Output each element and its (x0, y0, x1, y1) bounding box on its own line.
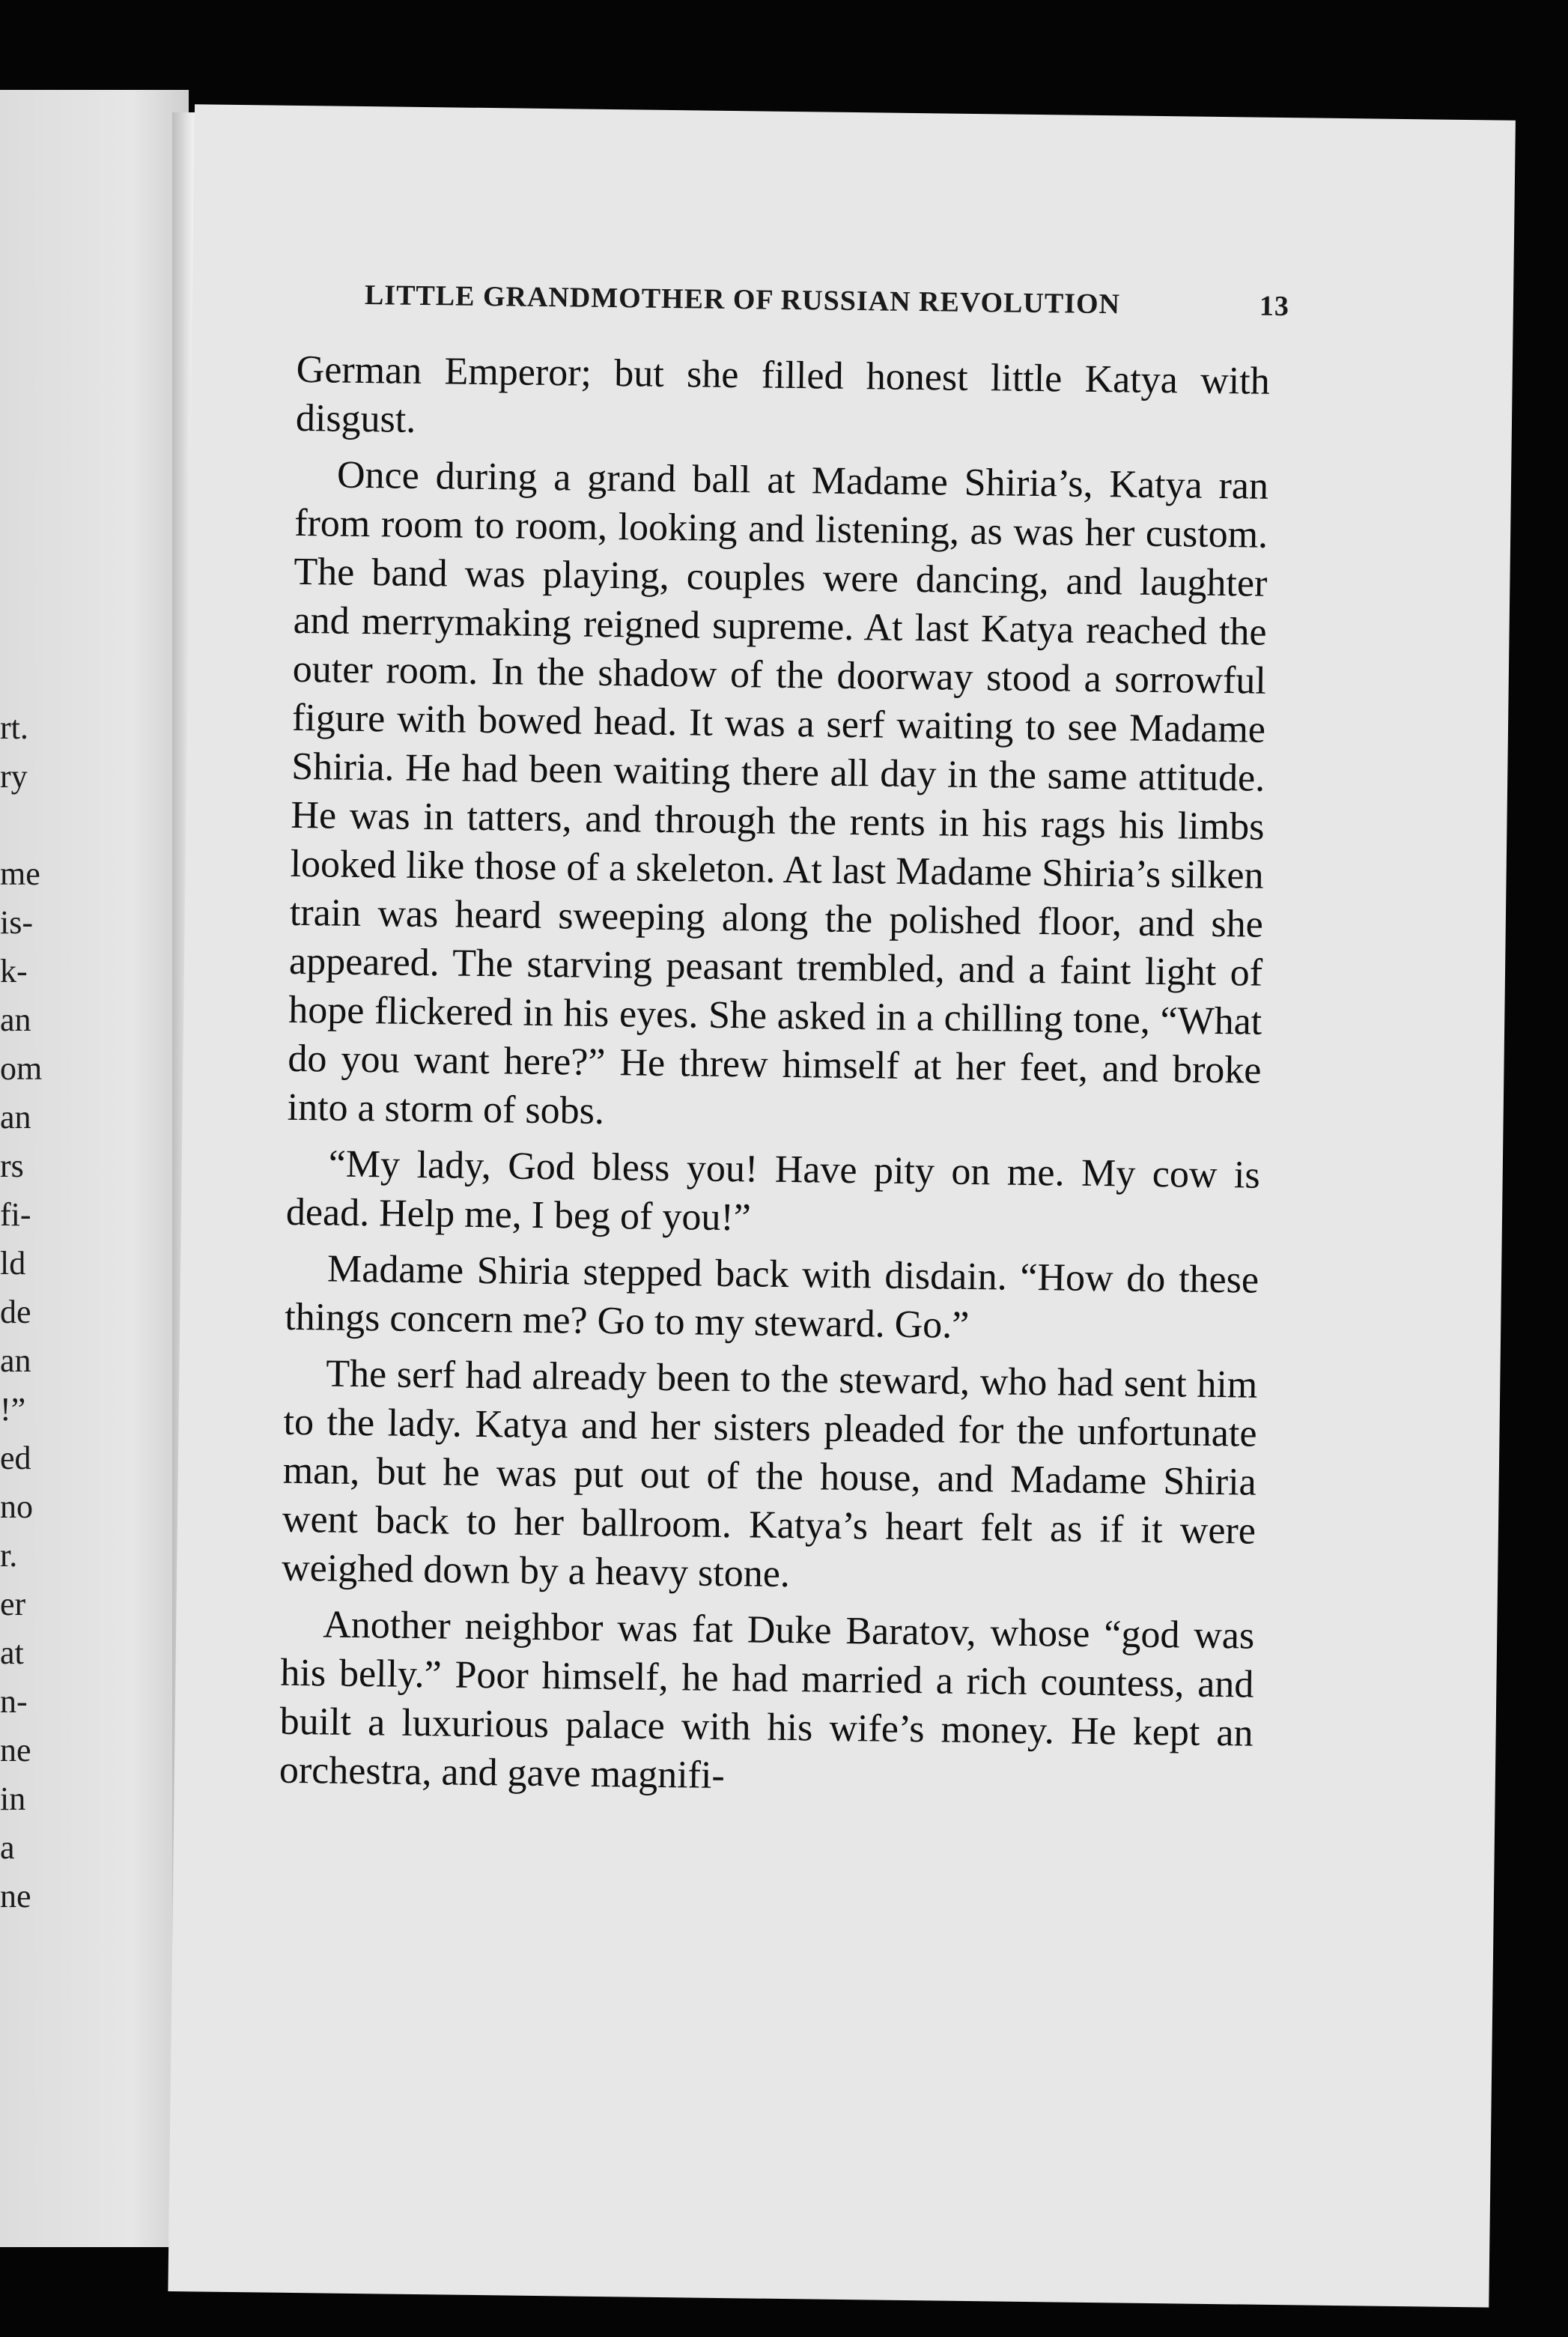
left-page-fragment: ed (0, 1440, 31, 1476)
left-page-fragment: r. (0, 1537, 18, 1574)
left-page-fragment: no (0, 1488, 33, 1525)
left-page-fragment: k- (0, 953, 28, 989)
running-head (365, 279, 1289, 323)
left-page-fragment: an (0, 1001, 31, 1038)
left-page-fragment: a (0, 1829, 15, 1866)
body-text (279, 345, 1270, 1814)
left-page-fragment: at (0, 1634, 24, 1671)
left-page-fragment: ne (0, 1732, 31, 1768)
page-number: 13 (1259, 290, 1290, 323)
left-page-fragment: rt. (0, 709, 28, 746)
paragraph: Madame Shiria stepped back with disdain. “How do these things concern me? Go to my steward. Go.” (284, 1247, 1259, 1347)
left-page-fragment: is- (0, 904, 33, 941)
left-page-fragment: ld (0, 1245, 26, 1282)
left-page-fragment: ne (0, 1878, 31, 1915)
left-page (0, 90, 189, 2247)
left-page-fragment: an (0, 1099, 31, 1136)
right-page (168, 104, 1516, 2307)
left-page-fragment: om (0, 1050, 43, 1087)
left-page-fragment: fi- (0, 1196, 31, 1233)
left-page-fragment: me (0, 855, 40, 892)
left-page-fragment: rs (0, 1148, 24, 1184)
running-head-title: LITTLE GRANDMOTHER OF RUSSIAN REVOLUTION (364, 279, 1121, 321)
paragraph: “My lady, God bless you! Have pity on me. My cow is dead. Help me, I beg of you!” (285, 1142, 1261, 1240)
left-page-fragment: n- (0, 1683, 28, 1720)
left-page-fragment: er (0, 1586, 26, 1622)
paragraph: Once during a grand ball at Madame Shiria’s, Katya ran from room to room, looking and listening, as was her custom. The band was playing, couples were dancing, and laughter and merrymaking reigned supreme. At last Katya reached the outer room. In the shadow of the doorway stood a sorrowful figure with bowed head. It was a serf waiting to see Madame Shiria. He had been waiting there all day in the same attitude. He was in tatters, and through the rents in his rags his limbs looked like those of a skeleton. At last Madame Shiria’s silken train was heard sweeping along the polished floor, and she appeared. The starving peasant trembled, and a faint light of hope flickered in his eyes. She asked in a chilling tone, “What do you want here?” He threw himself at her feet, and broke into a storm of sobs. (287, 453, 1269, 1133)
paragraph: German Emperor; but she filled honest little Katya with disgust. (295, 348, 1271, 441)
left-page-fragment: in (0, 1780, 26, 1817)
left-page-fragment: an (0, 1342, 31, 1379)
paragraph: Another neighbor was fat Duke Baratov, whose “god was his belly.” Poor himself, he had married a rich countess, and built a luxurious palace with his wife’s money. He kept an orchestra, and gave magnifi- (279, 1603, 1255, 1798)
left-page-fragment: ry (0, 758, 28, 795)
paragraph: The serf had already been to the steward, who had sent him to the lady. Katya and her sisters pleaded for the unfortunate man, but he was put out of the house, and Madame Shiria went back to her ballroom. Katya’s heart felt as if it were weighed down by a heavy stone. (281, 1352, 1258, 1596)
left-page-fragment: de (0, 1294, 31, 1330)
left-page-fragment: !” (0, 1391, 26, 1428)
